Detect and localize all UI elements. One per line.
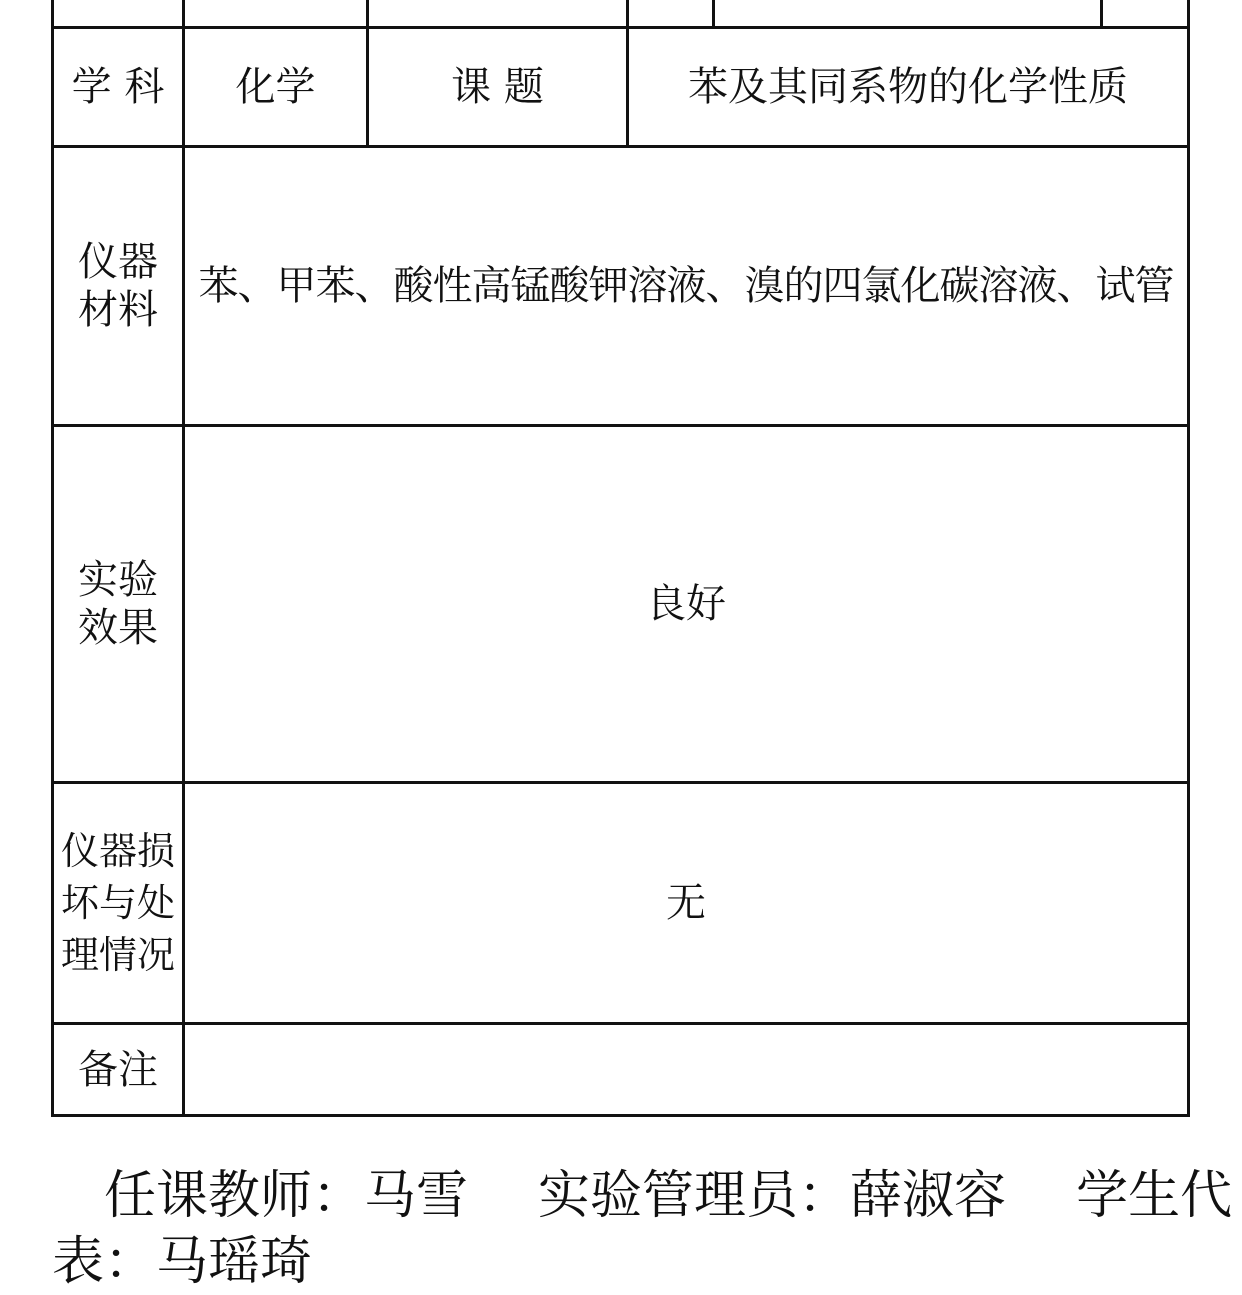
signature-line [52, 1163, 1237, 1295]
teacher-name: 马雪 [364, 1166, 469, 1226]
materials-label-cell [54, 148, 182, 424]
effect-label: 实验效果 [78, 557, 158, 651]
subject-label: 学 科 [71, 64, 165, 110]
admin-label: 实验管理员： [538, 1166, 851, 1226]
materials-value: 苯、甲苯、酸性高锰酸钾溶液、溴的四氯化碳溶液、试管 [198, 263, 1174, 309]
damage-label-cell [54, 784, 182, 1022]
admin-name: 薛淑容 [850, 1166, 1007, 1226]
student-name: 马瑶琦 [156, 1232, 313, 1292]
effect-value: 良好 [646, 581, 726, 627]
student-label: 学生代表： [52, 1166, 1233, 1292]
subject-value: 化学 [235, 64, 316, 110]
teacher-label: 任课教师： [104, 1166, 365, 1226]
topic-value: 苯及其同系物的化学性质 [688, 64, 1128, 110]
materials-label: 仪器材料 [78, 239, 158, 333]
remarks-label: 备注 [78, 1046, 158, 1093]
damage-label: 仪器损坏与处理情况 [60, 829, 175, 977]
damage-value: 无 [666, 880, 706, 926]
topic-label: 课 题 [451, 64, 544, 110]
effect-label-cell [54, 427, 182, 781]
remarks-value [185, 1025, 1187, 1114]
